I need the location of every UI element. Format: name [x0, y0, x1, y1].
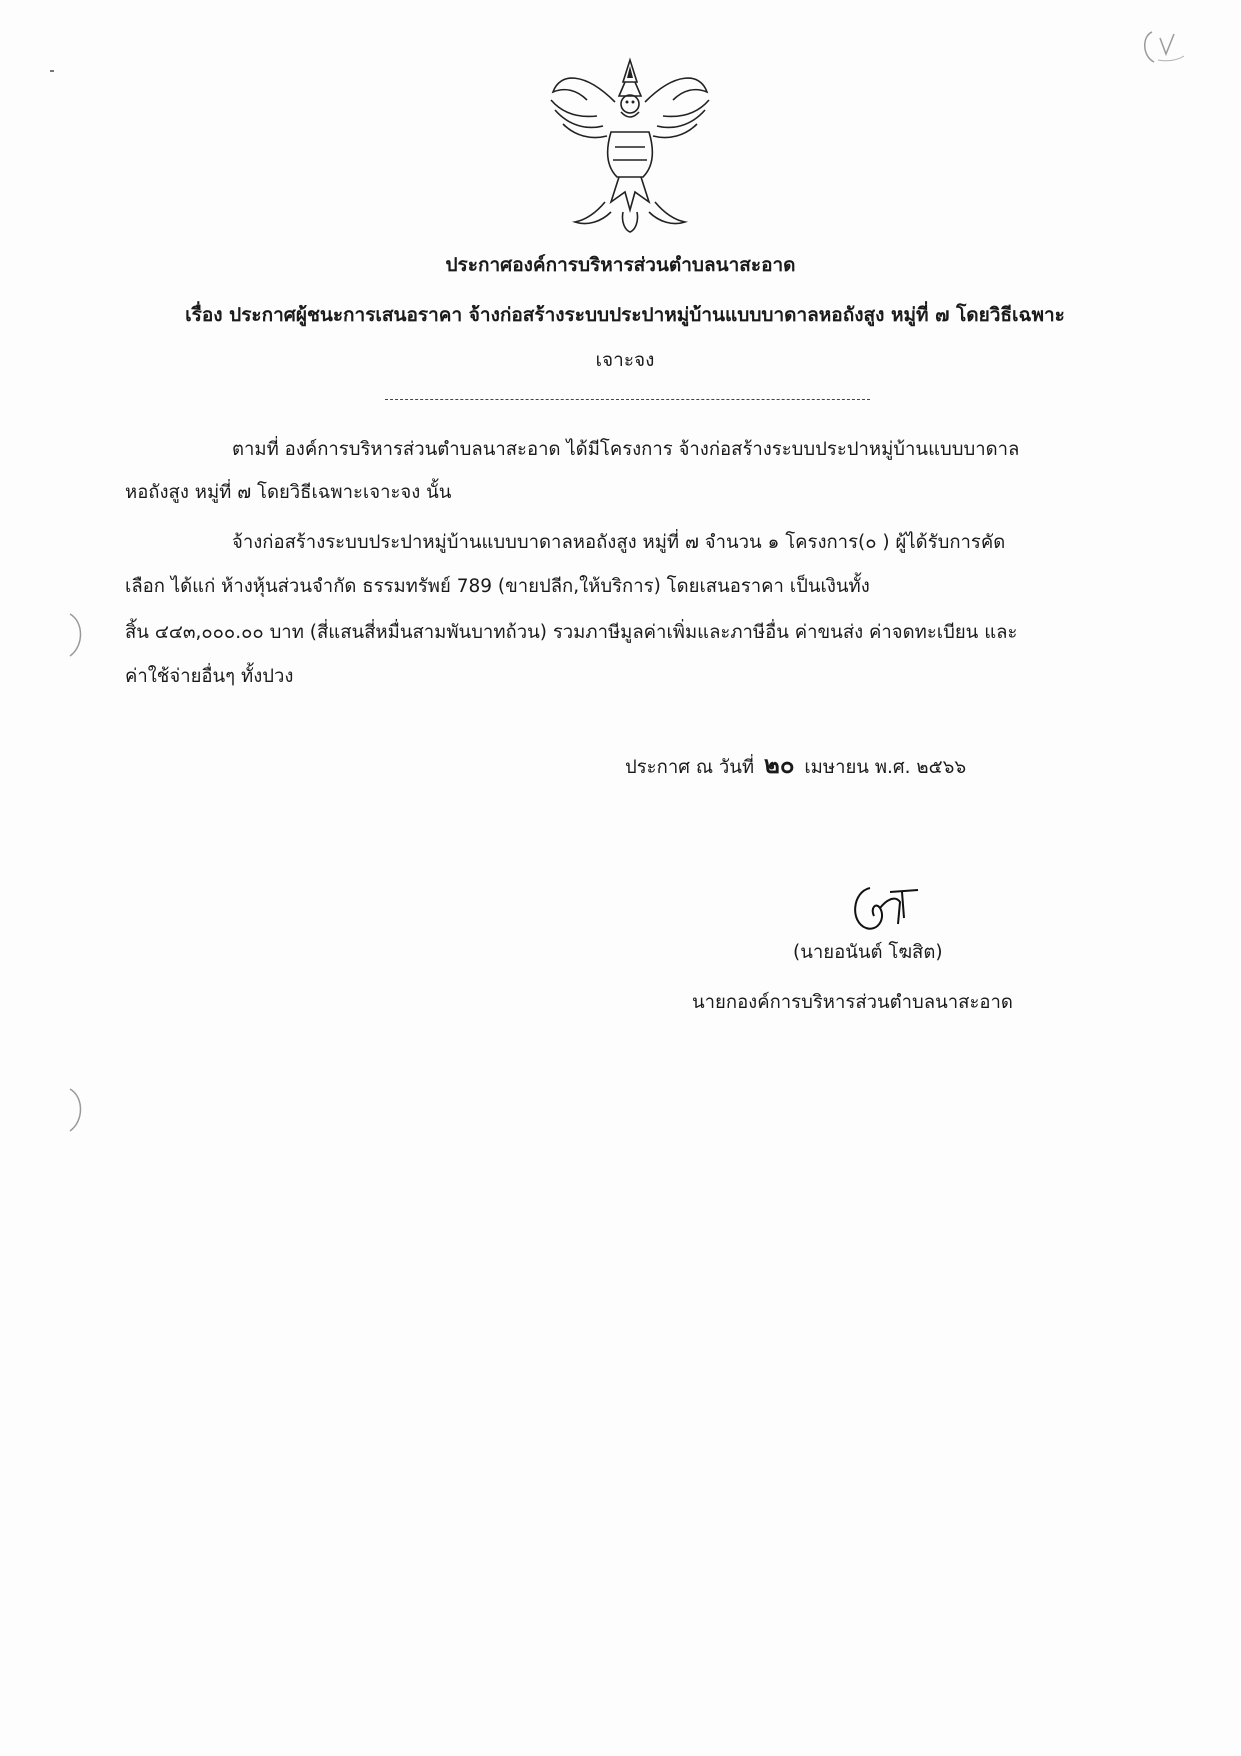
- document-organization-heading: ประกาศองค์การบริหารส่วนตำบลนาสะอาด: [445, 254, 796, 276]
- date-month-year: เมษายน พ.ศ. ๒๕๖๖: [804, 757, 967, 778]
- punch-hole-mark-icon: [62, 610, 92, 660]
- dashed-divider: [385, 399, 870, 400]
- body-paragraph-2-line-4: ค่าใช้จ่ายอื่นๆ ทั้งปวง: [125, 666, 294, 687]
- garuda-emblem-icon: [545, 52, 715, 237]
- body-paragraph-1-line-2: หอถังสูง หมู่ที่ ๗ โดยวิธีเฉพาะเจาะจง นั้น: [125, 482, 452, 503]
- handwritten-signature-icon: [840, 878, 920, 940]
- document-subject-line-1: เรื่อง ประกาศผู้ชนะการเสนอราคา จ้างก่อสร้างระบบประปาหมู่บ้านแบบบาดาลหอถังสูง หมู่ที่ ๗ โดยวิธีเฉพาะ: [185, 304, 1065, 326]
- body-paragraph-2-line-1: จ้างก่อสร้างระบบประปาหมู่บ้านแบบบาดาลหอถังสูง หมู่ที่ ๗ จำนวน ๑ โครงการ(๐ ) ผู้ได้รับการคัด: [232, 532, 1006, 553]
- announcement-date: [625, 745, 966, 784]
- scan-speck: [50, 70, 54, 72]
- body-paragraph-1-line-1: ตามที่ องค์การบริหารส่วนตำบลนาสะอาด ได้มีโครงการ จ้างก่อสร้างระบบประปาหมู่บ้านแบบบาดาล: [232, 439, 1020, 460]
- punch-hole-mark-icon: [62, 1085, 92, 1135]
- date-prefix: ประกาศ ณ วันที่: [625, 757, 755, 778]
- signer-title: นายกองค์การบริหารส่วนตำบลนาสะอาด: [692, 992, 1013, 1013]
- body-paragraph-2-line-2: เลือก ได้แก่ ห้างหุ้นส่วนจำกัด ธรรมทรัพย์ 789 (ขายปลีก,ให้บริการ) โดยเสนอราคา เป็นเงินทั้ง: [125, 576, 870, 597]
- handwritten-corner-mark-icon: [1138, 22, 1188, 70]
- document-subject-line-2: เจาะจง: [595, 349, 655, 371]
- body-paragraph-2-line-3: สิ้น ๔๔๓,๐๐๐.๐๐ บาท (สี่แสนสี่หมื่นสามพันบาทถ้วน) รวมภาษีมูลค่าเพิ่มและภาษีอื่น ค่าขนส่ง ค่าจดทะเบียน และ: [125, 622, 1018, 643]
- date-day: ๒๐: [764, 750, 795, 779]
- signer-name: (นายอนันต์ โฆสิต): [793, 942, 943, 963]
